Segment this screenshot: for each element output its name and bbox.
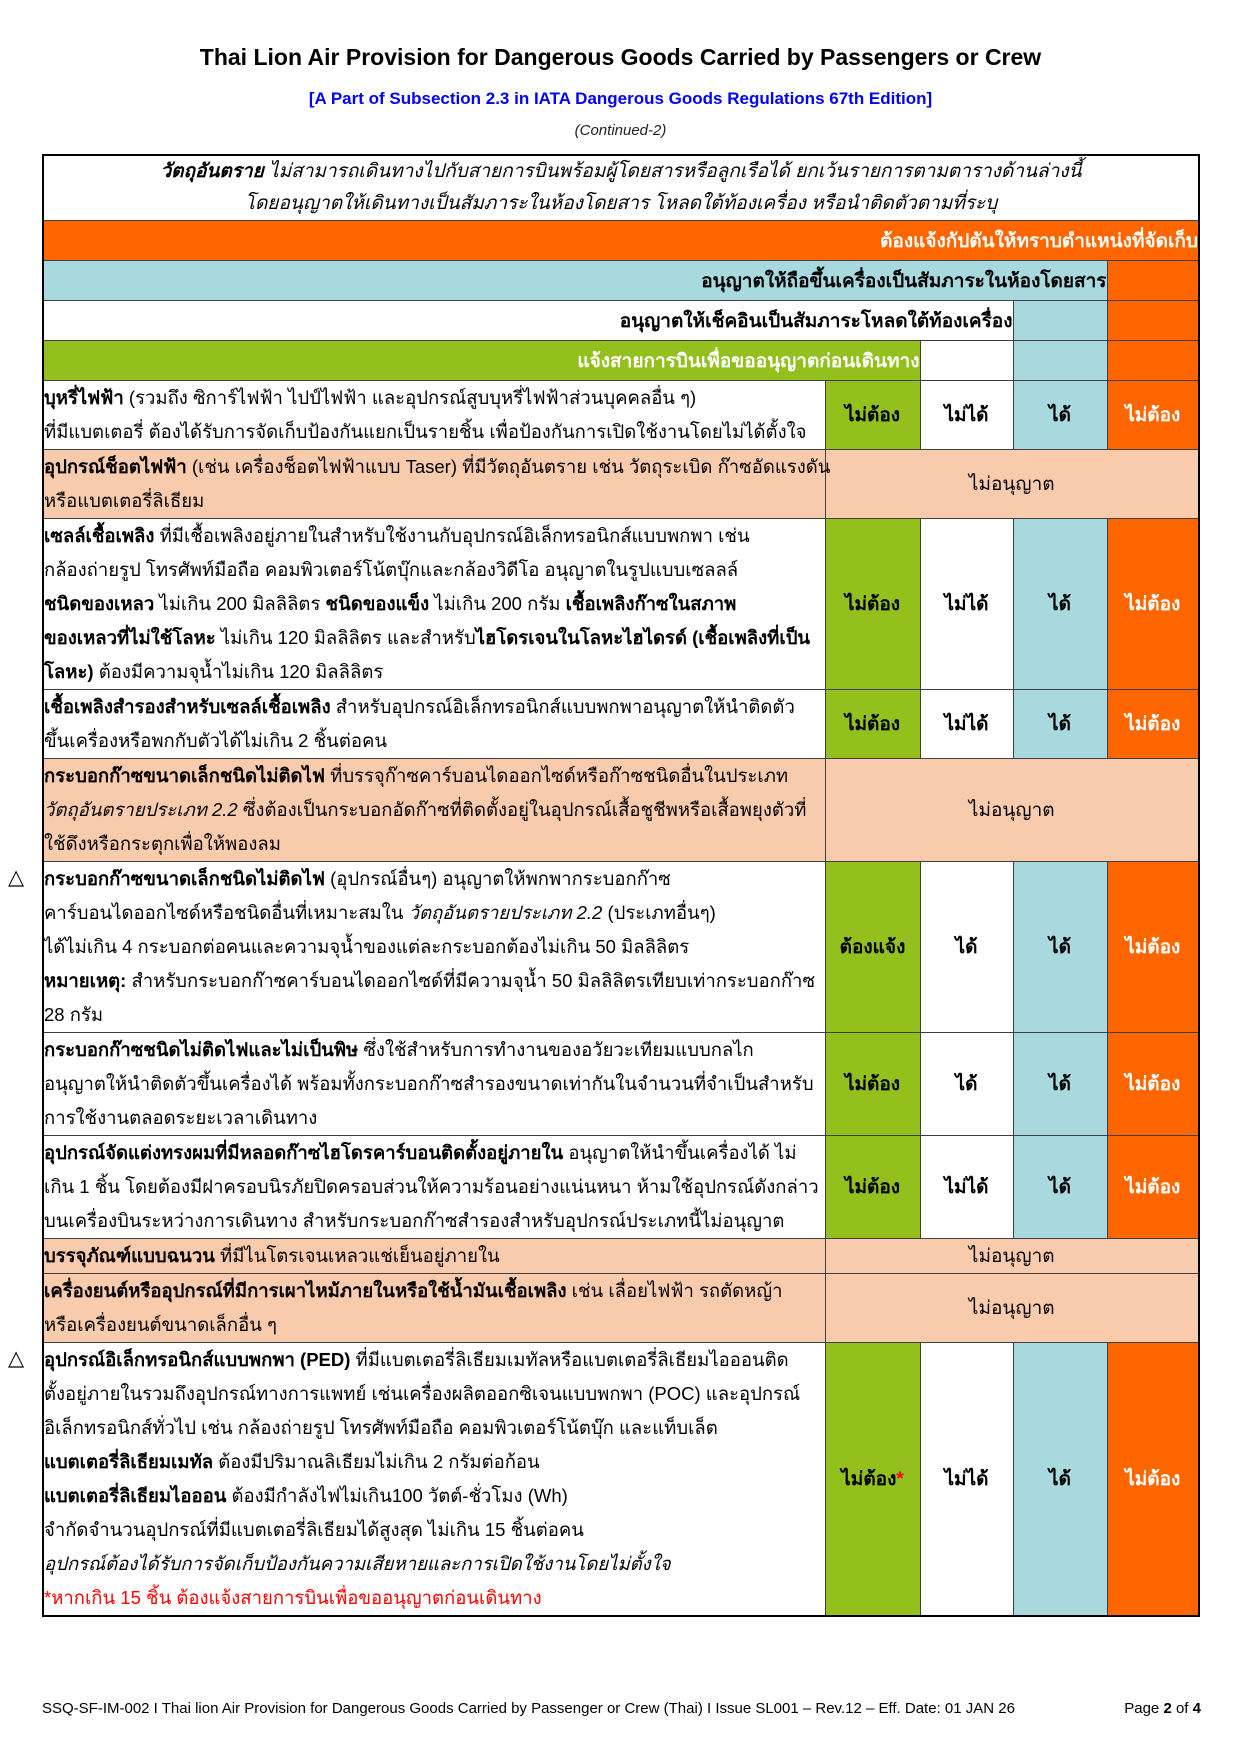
text-segment: แบตเตอรี่ลิเธียมเมทัล: [44, 1451, 214, 1472]
text-segment: ใช้ดึงหรือกระตุกเพื่อให้พองลม: [44, 833, 281, 854]
text-segment: เครื่องยนต์หรืออุปกรณ์ที่มีการเผาไหม้ภายในหรือใช้น้ำมันเชื้อเพลิง: [44, 1280, 567, 1301]
text-segment: ได้ไม่เกิน 4 กระบอกต่อคนและความจุน้ำของแต่ละกระบอกต้องไม่เกิน 50 มิลลิลิตร: [44, 936, 690, 957]
text-segment: ที่มีแบตเตอรี่ลิเธียมเมทัลหรือแบตเตอรี่ลิเธียมไอออนติด: [350, 1349, 789, 1370]
description-line: [44, 381, 825, 415]
text-segment: อนุญาตให้นำติดตัวขึ้นเครื่องได้ พร้อมทั้งกระบอกก๊าซสำรองขนาดเท่ากันในจำนวนที่จำเป็นสำหรับ: [44, 1073, 814, 1094]
description-line: [44, 587, 825, 621]
item-description-cell: [43, 1033, 825, 1136]
text-segment: บุหรี่ไฟฟ้า: [44, 387, 124, 408]
text-segment: ไม่เกิน 200 กรัม: [429, 593, 566, 614]
description-line: [44, 1377, 825, 1411]
footnote-asterisk: *: [896, 1469, 904, 1490]
description-line: [44, 1479, 825, 1513]
text-segment: ที่มีไนโตรเจนเหลวแช่เย็นอยู่ภายใน: [214, 1245, 500, 1266]
not-permitted-cell: ไม่อนุญาต: [825, 450, 1199, 519]
header-tail-cell: [1013, 301, 1107, 341]
text-segment: การใช้งานตลอดระยะเวลาเดินทาง: [44, 1107, 318, 1128]
text-segment: ซึ่งใช้สำหรับการทำงานของอวัยวะเทียมแบบกลไก: [358, 1039, 754, 1060]
table-row: [43, 1274, 1199, 1343]
item-description-cell: [8, 862, 825, 1033]
text-segment: ไม่เกิน 200 มิลลิลิตร: [154, 593, 326, 614]
header-declare-airline: แจ้งสายการบินเพื่อขออนุญาตก่อนเดินทาง: [43, 341, 920, 381]
answer-cell-declare: ไม่ต้อง: [825, 1033, 920, 1136]
text-segment: ไม่เกิน 120 มิลลิลิตร และสำหรับ: [215, 627, 476, 648]
text-segment: หรือเครื่องยนต์ขนาดเล็กอื่น ๆ: [44, 1314, 277, 1335]
description-line: [44, 1067, 825, 1101]
answer-cell-cabin: ได้: [1013, 1343, 1107, 1617]
text-segment: ที่บรรจุก๊าซคาร์บอนไดออกไซด์หรือก๊าซชนิดอื่นในประเภท: [324, 765, 789, 786]
header-tail-cell: [1013, 341, 1107, 381]
answer-cell-captain: ไม่ต้อง: [1107, 1136, 1199, 1239]
text-segment: กล้องถ่ายรูป โทรศัพท์มือถือ คอมพิวเตอร์โน้ตบุ๊กและกล้องวิดีโอ อนุญาตในรูปแบบเซลลล์: [44, 559, 739, 580]
answer-cell-checked: ได้: [920, 862, 1013, 1033]
answer-cell-declare: ไม่ต้อง*: [825, 1343, 920, 1617]
answer-cell-checked: ไม่ได้: [920, 381, 1013, 450]
answer-cell-declare: ไม่ต้อง: [825, 381, 920, 450]
answer-cell-checked: ไม่ได้: [920, 519, 1013, 690]
page-number: 2: [1163, 1700, 1172, 1717]
item-description-cell: [8, 1343, 825, 1617]
text-segment: อุปกรณ์ต้องได้รับการจัดเก็บป้องกันความเสียหายและการเปิดใช้งานโดยไม่ตั้งใจ: [44, 1553, 671, 1574]
intro-cell: [43, 155, 1199, 221]
header-row: [43, 261, 1199, 301]
description-line: [44, 1308, 825, 1342]
text-segment: ไฮโดรเจนในโลหะไฮไดรด์ (เชื้อเพลิงที่เป็น: [475, 627, 811, 648]
text-segment: วัตถุอันตรายประเภท 2.2: [408, 902, 603, 923]
text-segment: (เช่น เครื่องช็อตไฟฟ้าแบบ Taser) ที่มีวัตถุอันตราย เช่น วัตถุระเบิด ก๊าซอัดแรงดัน: [186, 456, 831, 477]
answer-cell-cabin: ได้: [1013, 381, 1107, 450]
text-segment: อุปกรณ์อิเล็กทรอนิกส์แบบพกพา (PED): [44, 1349, 351, 1370]
header-row: [43, 221, 1199, 261]
description-line: [44, 1033, 825, 1067]
description-line: [44, 1274, 825, 1308]
of-label: of: [1175, 1700, 1189, 1717]
continued-label: (Continued-2): [574, 122, 667, 139]
text-segment: แบตเตอรี่ลิเธียมไอออน: [44, 1485, 227, 1506]
description-line: [44, 553, 825, 587]
text-segment: ของเหลวที่ไม่ใช้โลหะ: [44, 627, 216, 648]
header-inform-captain: ต้องแจ้งกัปตันให้ทราบตำแหน่งที่จัดเก็บ: [43, 221, 1199, 261]
text-segment: หรือแบตเตอรี่ลิเธียม: [44, 490, 205, 511]
text-segment: ที่มีเชื้อเพลิงอยู่ภายในสำหรับใช้งานกับอุปกรณ์อิเล็กทรอนิกส์แบบพกพา เช่น: [154, 525, 750, 546]
description-line: [44, 862, 825, 896]
text-segment: อุปกรณ์ช็อตไฟฟ้า: [44, 456, 187, 477]
description-line: [44, 1239, 825, 1273]
page-total: 4: [1192, 1700, 1201, 1717]
table-row: [43, 381, 1199, 450]
text-segment: ตั้งอยู่ภายในรวมถึงอุปกรณ์ทางการแพทย์ เช่นเครื่องผลิตออกซิเจนแบบพกพา (POC) และอุปกรณ์: [44, 1383, 801, 1404]
header-row: [43, 341, 1199, 381]
answer-cell-captain: ไม่ต้อง: [1107, 862, 1199, 1033]
header-tail-cell: [1107, 341, 1199, 381]
intro-line: [44, 188, 1198, 220]
answer-cell-declare: ต้องแจ้ง: [825, 862, 920, 1033]
description-line: [44, 655, 825, 689]
table-row: [43, 1239, 1199, 1274]
description-line: [44, 724, 825, 758]
not-permitted-cell: ไม่อนุญาต: [825, 1274, 1199, 1343]
footer-reference: SSQ-SF-IM-002 I Thai lion Air Provision for Dangerous Goods Carried by Passenger or Crew (Thai) I Issue SL001 – Rev.12 – Eff. Date: 01 JAN 26: [42, 1700, 1015, 1717]
description-line: [44, 450, 831, 484]
description-line: [44, 1411, 825, 1445]
text-segment: (รวมถึง ซิการ์ไฟฟ้า ไปป์ไฟฟ้า และอุปกรณ์สูบบุหรี่ไฟฟ้าส่วนบุคคลอื่น ๆ): [123, 387, 697, 408]
page-footer: [42, 1700, 1201, 1717]
text-segment: เชื้อเพลิงสำรองสำหรับเซลล์เชื้อเพลิง: [44, 696, 331, 717]
description-line: [44, 896, 825, 930]
answer-cell-declare: ไม่ต้อง: [825, 519, 920, 690]
table-row: [43, 690, 1199, 759]
answer-cell-cabin: ได้: [1013, 519, 1107, 690]
description-line: [44, 998, 825, 1032]
description-line: [44, 1170, 825, 1204]
table-row: [43, 759, 1199, 862]
answer-cell-declare: ไม่ต้อง: [825, 690, 920, 759]
description-line: [44, 1204, 825, 1238]
description-line: [44, 930, 825, 964]
table-row: [43, 862, 1199, 1033]
item-description-cell: [43, 759, 825, 862]
description-line: [44, 690, 825, 724]
text-segment: เซลล์เชื้อเพลิง: [44, 525, 155, 546]
text-segment: สำหรับอุปกรณ์อิเล็กทรอนิกส์แบบพกพาอนุญาตให้นำติดตัว: [330, 696, 795, 717]
answer-cell-captain: ไม่ต้อง: [1107, 1343, 1199, 1617]
table-intro-row: [43, 155, 1199, 221]
text-segment: (อุปกรณ์อื่นๆ) อนุญาตให้พกพากระบอกก๊าซ: [324, 868, 671, 889]
answer-cell-captain: ไม่ต้อง: [1107, 690, 1199, 759]
table-row: [43, 1343, 1199, 1617]
description-line: [44, 1101, 825, 1135]
text-segment: กระบอกก๊าซชนิดไม่ติดไฟและไม่เป็นพิษ: [44, 1039, 359, 1060]
text-segment: วัตถุอันตรายประเภท 2.2: [44, 799, 238, 820]
table-row: [43, 1033, 1199, 1136]
item-description-cell: [43, 1274, 825, 1343]
page-indicator: [1124, 1700, 1201, 1717]
text-segment: ชนิดของเหลว: [44, 593, 155, 614]
description-line: [44, 1547, 825, 1581]
intro-line: [44, 156, 1198, 188]
text-segment: อิเล็กทรอนิกส์ทั่วไป เช่น กล้องถ่ายรูป โทรศัพท์มือถือ คอมพิวเตอร์โน้ตบุ๊ก และแท็บเล็ต: [44, 1417, 718, 1438]
text-segment: กระบอกก๊าซขนาดเล็กชนิดไม่ติดไฟ: [44, 868, 325, 889]
not-permitted-cell: ไม่อนุญาต: [825, 1239, 1199, 1274]
header-tail-cell: [1107, 261, 1199, 301]
description-line: [44, 415, 825, 449]
answer-cell-checked: ได้: [920, 1033, 1013, 1136]
text-segment: โดยอนุญาตให้เดินทางเป็นสัมภาระในห้องโดยสาร โหลดใต้ท้องเครื่อง หรือนำติดตัวตามที่ระบุ: [244, 193, 998, 214]
text-segment: ต้องมีปริมาณลิเธียมไม่เกิน 2 กรัมต่อก้อน: [213, 1451, 540, 1472]
text-segment: ต้องมีกำลังไฟไม่เกิน100 วัตต์-ชั่วโมง (Wh): [226, 1485, 568, 1506]
text-segment: อนุญาตให้นำขึ้นเครื่องได้ ไม่: [563, 1142, 797, 1163]
text-segment: ชนิดของแข็ง: [325, 593, 430, 614]
answer-cell-captain: ไม่ต้อง: [1107, 381, 1199, 450]
text-segment: 28 กรัม: [44, 1004, 104, 1025]
header-tail-cell: [1107, 301, 1199, 341]
text-segment: หมายเหตุ:: [44, 970, 127, 991]
triangle-change-marker: △: [8, 866, 25, 889]
text-segment: ขึ้นเครื่องหรือพกกับตัวได้ไม่เกิน 2 ชิ้นต่อคน: [44, 730, 387, 751]
answer-cell-cabin: ได้: [1013, 690, 1107, 759]
page-subtitle: [A Part of Subsection 2.3 in IATA Dangerous Goods Regulations 67th Edition]: [308, 89, 933, 108]
description-line: [44, 1445, 825, 1479]
answer-cell-captain: ไม่ต้อง: [1107, 1033, 1199, 1136]
description-line: [44, 964, 825, 998]
header-tail-cell: [920, 341, 1013, 381]
text-segment: จำกัดจำนวนอุปกรณ์ที่มีแบตเตอรี่ลิเธียมได้สูงสุด ไม่เกิน 15 ชิ้นต่อคน: [44, 1519, 584, 1540]
table-row: [43, 1136, 1199, 1239]
text-segment: อุปกรณ์จัดแต่งทรงผมที่มีหลอดก๊าซไฮโดรคาร์บอนติดตั้งอยู่ภายใน: [44, 1142, 564, 1163]
text-segment: โลหะ): [44, 661, 94, 682]
header-checked-baggage: อนุญาตให้เช็คอินเป็นสัมภาระโหลดใต้ท้องเครื่อง: [43, 301, 1013, 341]
page-title: Thai Lion Air Provision for Dangerous Goods Carried by Passengers or Crew: [199, 44, 1042, 70]
answer-cell-cabin: ได้: [1013, 862, 1107, 1033]
text-segment: ซึ่งต้องเป็นกระบอกอัดก๊าซที่ติดตั้งอยู่ในอุปกรณ์เสื้อชูชีพหรือเสื้อพยุงตัวที่: [237, 799, 807, 820]
description-line: [44, 1343, 825, 1377]
description-line: [44, 793, 825, 827]
item-description-cell: [43, 450, 831, 519]
page-label: Page: [1124, 1700, 1160, 1717]
text-segment: (ประเภทอื่นๆ): [602, 902, 716, 923]
text-segment: เช่น เลื่อยไฟฟ้า รถตัดหญ้า: [566, 1280, 783, 1301]
item-description-cell: [43, 519, 825, 690]
text-segment: *หากเกิน 15 ชิ้น ต้องแจ้งสายการบินเพื่อขออนุญาตก่อนเดินทาง: [44, 1587, 542, 1608]
text-segment: เกิน 1 ชิ้น โดยต้องมีฝาครอบนิรภัยปิดครอบส่วนให้ความร้อนอย่างแน่นหนา ห้ามใช้อุปกรณ์ดังกล่าว: [44, 1176, 819, 1197]
description-line: [44, 759, 825, 793]
triangle-change-marker: △: [8, 1347, 25, 1370]
dangerous-goods-table: [8, 154, 1200, 1617]
text-segment: สำหรับกระบอกก๊าซคาร์บอนไดออกไซด์ที่มีความจุน้ำ 50 มิลลิลิตรเทียบเท่ากระบอกก๊าซ: [126, 970, 816, 991]
header-row: [43, 301, 1199, 341]
item-description-cell: [43, 381, 825, 450]
answer-cell-cabin: ได้: [1013, 1033, 1107, 1136]
text-segment: บนเครื่องบินระหว่างการเดินทาง สำหรับกระบอกก๊าซสำรองสำหรับอุปกรณ์ประเภทนี้ไม่อนุญาต: [44, 1210, 785, 1231]
text-segment: วัตถุอันตราย: [160, 161, 264, 182]
text-segment: บรรจุภัณฑ์แบบฉนวน: [44, 1245, 215, 1266]
header-cabin-baggage: อนุญาตให้ถือขึ้นเครื่องเป็นสัมภาระในห้องโดยสาร: [43, 261, 1107, 301]
answer-cell-checked: ไม่ได้: [920, 690, 1013, 759]
description-line: [44, 827, 825, 861]
item-description-cell: [43, 1239, 825, 1274]
description-line: [44, 484, 825, 518]
text-segment: กระบอกก๊าซขนาดเล็กชนิดไม่ติดไฟ: [44, 765, 325, 786]
answer-cell-checked: ไม่ได้: [920, 1343, 1013, 1617]
description-line: [44, 621, 825, 655]
answer-cell-checked: ไม่ได้: [920, 1136, 1013, 1239]
item-description-cell: [43, 690, 825, 759]
text-segment: คาร์บอนไดออกไซด์หรือชนิดอื่นที่เหมาะสมใน: [44, 902, 409, 923]
item-description-cell: [43, 1136, 825, 1239]
description-line: [44, 1136, 825, 1170]
answer-cell-cabin: ได้: [1013, 1136, 1107, 1239]
table-row: [43, 519, 1199, 690]
answer-cell-declare: ไม่ต้อง: [825, 1136, 920, 1239]
text-segment: เชื้อเพลิงก๊าซในสภาพ: [565, 593, 737, 614]
description-line: [44, 1513, 825, 1547]
table-row: [43, 450, 1199, 519]
text-segment: ที่มีแบตเตอรี่ ต้องได้รับการจัดเก็บป้องกันแยกเป็นรายชิ้น เพื่อป้องกันการเปิดใช้งานโดยไม่ได้ตั้งใจ: [44, 421, 807, 442]
description-line: [44, 1581, 825, 1615]
answer-cell-captain: ไม่ต้อง: [1107, 519, 1199, 690]
description-line: [44, 519, 825, 553]
text-segment: ต้องมีความจุน้ำไม่เกิน 120 มิลลิลิตร: [93, 661, 384, 682]
text-segment: ไม่สามารถเดินทางไปกับสายการบินพร้อมผู้โดยสารหรือลูกเรือได้ ยกเว้นรายการตามตารางด้านล่างนี้: [263, 161, 1082, 182]
not-permitted-cell: ไม่อนุญาต: [825, 759, 1199, 862]
